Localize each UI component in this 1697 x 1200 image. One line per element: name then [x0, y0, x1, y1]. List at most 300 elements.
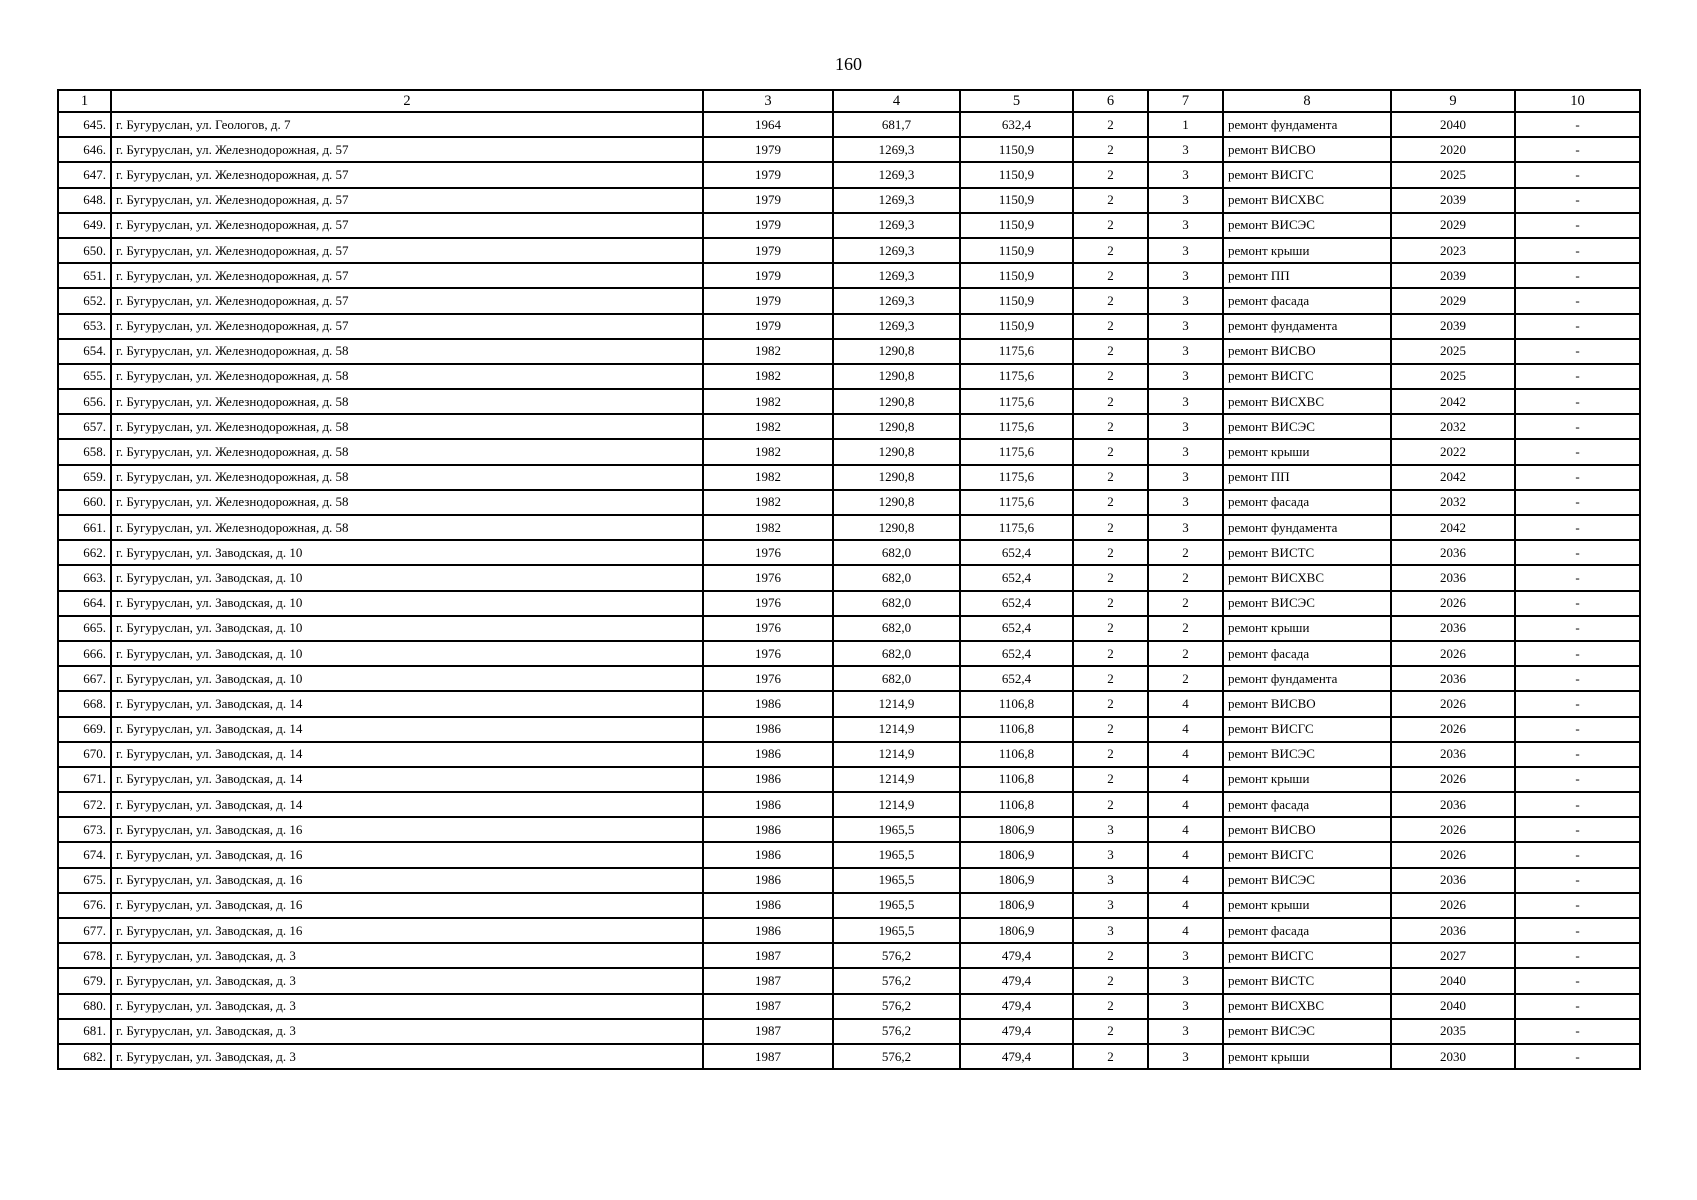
column-header: 8	[1223, 90, 1391, 112]
planned-year-cell: 2040	[1391, 994, 1515, 1019]
col10-cell: -	[1515, 112, 1640, 137]
col7-cell: 3	[1148, 1019, 1223, 1044]
planned-year-cell: 2035	[1391, 1019, 1515, 1044]
year-cell: 1986	[703, 868, 833, 893]
address-cell: г. Бугуруслан, ул. Заводская, д. 3	[111, 1044, 703, 1069]
table-row	[58, 616, 1640, 641]
living-area-cell: 1175,6	[960, 439, 1073, 464]
living-area-cell: 1150,9	[960, 137, 1073, 162]
work-type-cell: ремонт ВИСВО	[1223, 339, 1391, 364]
total-area-cell: 1269,3	[833, 162, 960, 187]
work-type-cell: ремонт крыши	[1223, 616, 1391, 641]
table-row	[58, 565, 1640, 590]
col10-cell: -	[1515, 364, 1640, 389]
col6-cell: 2	[1073, 188, 1148, 213]
col6-cell: 2	[1073, 364, 1148, 389]
address-cell: г. Бугуруслан, ул. Железнодорожная, д. 58	[111, 439, 703, 464]
living-area-cell: 1150,9	[960, 238, 1073, 263]
work-type-cell: ремонт крыши	[1223, 767, 1391, 792]
row-number-cell: 658.	[58, 439, 111, 464]
living-area-cell: 479,4	[960, 1044, 1073, 1069]
year-cell: 1982	[703, 439, 833, 464]
col7-cell: 2	[1148, 616, 1223, 641]
table-row	[58, 465, 1640, 490]
total-area-cell: 576,2	[833, 1044, 960, 1069]
table-row	[58, 968, 1640, 993]
living-area-cell: 1150,9	[960, 314, 1073, 339]
year-cell: 1979	[703, 137, 833, 162]
table-row	[58, 666, 1640, 691]
address-cell: г. Бугуруслан, ул. Железнодорожная, д. 57	[111, 188, 703, 213]
col7-cell: 2	[1148, 641, 1223, 666]
living-area-cell: 1806,9	[960, 842, 1073, 867]
col10-cell: -	[1515, 968, 1640, 993]
year-cell: 1986	[703, 817, 833, 842]
living-area-cell: 1150,9	[960, 188, 1073, 213]
living-area-cell: 1106,8	[960, 767, 1073, 792]
table-row	[58, 994, 1640, 1019]
total-area-cell: 682,0	[833, 591, 960, 616]
row-number-cell: 651.	[58, 263, 111, 288]
row-number-cell: 673.	[58, 817, 111, 842]
col6-cell: 2	[1073, 439, 1148, 464]
year-cell: 1982	[703, 389, 833, 414]
living-area-cell: 1106,8	[960, 742, 1073, 767]
table-row	[58, 641, 1640, 666]
address-cell: г. Бугуруслан, ул. Железнодорожная, д. 58	[111, 364, 703, 389]
row-number-cell: 667.	[58, 666, 111, 691]
year-cell: 1976	[703, 641, 833, 666]
col6-cell: 2	[1073, 943, 1148, 968]
table-row	[58, 213, 1640, 238]
total-area-cell: 1269,3	[833, 288, 960, 313]
planned-year-cell: 2042	[1391, 465, 1515, 490]
work-type-cell: ремонт фундамента	[1223, 314, 1391, 339]
col10-cell: -	[1515, 666, 1640, 691]
table-row	[58, 868, 1640, 893]
address-cell: г. Бугуруслан, ул. Железнодорожная, д. 57	[111, 137, 703, 162]
table-row	[58, 364, 1640, 389]
row-number-cell: 681.	[58, 1019, 111, 1044]
table-row	[58, 817, 1640, 842]
address-cell: г. Бугуруслан, ул. Заводская, д. 16	[111, 918, 703, 943]
total-area-cell: 1290,8	[833, 364, 960, 389]
living-area-cell: 1175,6	[960, 389, 1073, 414]
col7-cell: 3	[1148, 137, 1223, 162]
total-area-cell: 1269,3	[833, 263, 960, 288]
row-number-cell: 659.	[58, 465, 111, 490]
col7-cell: 3	[1148, 465, 1223, 490]
address-cell: г. Бугуруслан, ул. Заводская, д. 10	[111, 565, 703, 590]
year-cell: 1979	[703, 188, 833, 213]
table-body	[58, 112, 1640, 1069]
col6-cell: 2	[1073, 666, 1148, 691]
table-row	[58, 792, 1640, 817]
address-cell: г. Бугуруслан, ул. Заводская, д. 10	[111, 616, 703, 641]
living-area-cell: 479,4	[960, 943, 1073, 968]
planned-year-cell: 2036	[1391, 565, 1515, 590]
col10-cell: -	[1515, 591, 1640, 616]
table-row	[58, 263, 1640, 288]
col6-cell: 2	[1073, 691, 1148, 716]
work-type-cell: ремонт ПП	[1223, 465, 1391, 490]
row-number-cell: 677.	[58, 918, 111, 943]
work-type-cell: ремонт ВИСГС	[1223, 364, 1391, 389]
work-type-cell: ремонт ВИСГС	[1223, 943, 1391, 968]
col7-cell: 3	[1148, 515, 1223, 540]
total-area-cell: 1269,3	[833, 188, 960, 213]
col7-cell: 4	[1148, 893, 1223, 918]
address-cell: г. Бугуруслан, ул. Заводская, д. 3	[111, 968, 703, 993]
column-header: 10	[1515, 90, 1640, 112]
year-cell: 1987	[703, 943, 833, 968]
planned-year-cell: 2026	[1391, 817, 1515, 842]
table-row	[58, 515, 1640, 540]
table-row	[58, 742, 1640, 767]
col7-cell: 3	[1148, 213, 1223, 238]
col6-cell: 3	[1073, 893, 1148, 918]
living-area-cell: 1175,6	[960, 515, 1073, 540]
col7-cell: 4	[1148, 691, 1223, 716]
address-cell: г. Бугуруслан, ул. Заводская, д. 14	[111, 691, 703, 716]
row-number-cell: 671.	[58, 767, 111, 792]
table-row	[58, 893, 1640, 918]
col6-cell: 2	[1073, 314, 1148, 339]
total-area-cell: 682,0	[833, 641, 960, 666]
work-type-cell: ремонт фасада	[1223, 288, 1391, 313]
living-area-cell: 479,4	[960, 1019, 1073, 1044]
col6-cell: 2	[1073, 263, 1148, 288]
address-cell: г. Бугуруслан, ул. Железнодорожная, д. 58	[111, 339, 703, 364]
row-number-cell: 663.	[58, 565, 111, 590]
col6-cell: 2	[1073, 112, 1148, 137]
planned-year-cell: 2042	[1391, 515, 1515, 540]
total-area-cell: 1214,9	[833, 792, 960, 817]
total-area-cell: 682,0	[833, 540, 960, 565]
col6-cell: 2	[1073, 137, 1148, 162]
address-cell: г. Бугуруслан, ул. Железнодорожная, д. 58	[111, 414, 703, 439]
year-cell: 1982	[703, 515, 833, 540]
year-cell: 1982	[703, 490, 833, 515]
year-cell: 1986	[703, 893, 833, 918]
work-type-cell: ремонт ВИСГС	[1223, 162, 1391, 187]
planned-year-cell: 2026	[1391, 767, 1515, 792]
col6-cell: 2	[1073, 616, 1148, 641]
planned-year-cell: 2020	[1391, 137, 1515, 162]
col10-cell: -	[1515, 868, 1640, 893]
table-row	[58, 112, 1640, 137]
col10-cell: -	[1515, 616, 1640, 641]
row-number-cell: 669.	[58, 717, 111, 742]
col7-cell: 2	[1148, 666, 1223, 691]
address-cell: г. Бугуруслан, ул. Заводская, д. 16	[111, 893, 703, 918]
planned-year-cell: 2032	[1391, 490, 1515, 515]
living-area-cell: 652,4	[960, 540, 1073, 565]
address-cell: г. Бугуруслан, ул. Заводская, д. 3	[111, 1019, 703, 1044]
planned-year-cell: 2027	[1391, 943, 1515, 968]
year-cell: 1976	[703, 616, 833, 641]
address-cell: г. Бугуруслан, ул. Заводская, д. 14	[111, 717, 703, 742]
year-cell: 1979	[703, 162, 833, 187]
living-area-cell: 652,4	[960, 666, 1073, 691]
year-cell: 1987	[703, 994, 833, 1019]
total-area-cell: 1214,9	[833, 717, 960, 742]
work-type-cell: ремонт фасада	[1223, 792, 1391, 817]
table-row	[58, 162, 1640, 187]
col10-cell: -	[1515, 717, 1640, 742]
total-area-cell: 1269,3	[833, 137, 960, 162]
col10-cell: -	[1515, 238, 1640, 263]
col7-cell: 3	[1148, 314, 1223, 339]
page-number: 160	[835, 54, 862, 74]
planned-year-cell: 2036	[1391, 868, 1515, 893]
work-type-cell: ремонт крыши	[1223, 439, 1391, 464]
column-header: 1	[58, 90, 111, 112]
address-cell: г. Бугуруслан, ул. Заводская, д. 10	[111, 591, 703, 616]
address-cell: г. Бугуруслан, ул. Заводская, д. 3	[111, 943, 703, 968]
living-area-cell: 1106,8	[960, 717, 1073, 742]
living-area-cell: 1806,9	[960, 817, 1073, 842]
planned-year-cell: 2026	[1391, 591, 1515, 616]
col10-cell: -	[1515, 792, 1640, 817]
living-area-cell: 652,4	[960, 616, 1073, 641]
work-type-cell: ремонт ПП	[1223, 263, 1391, 288]
total-area-cell: 1965,5	[833, 918, 960, 943]
col7-cell: 3	[1148, 188, 1223, 213]
total-area-cell: 1269,3	[833, 238, 960, 263]
table-row	[58, 591, 1640, 616]
living-area-cell: 1806,9	[960, 918, 1073, 943]
planned-year-cell: 2039	[1391, 188, 1515, 213]
col10-cell: -	[1515, 565, 1640, 590]
year-cell: 1979	[703, 263, 833, 288]
col10-cell: -	[1515, 742, 1640, 767]
living-area-cell: 1106,8	[960, 691, 1073, 716]
year-cell: 1987	[703, 1044, 833, 1069]
col10-cell: -	[1515, 817, 1640, 842]
planned-year-cell: 2025	[1391, 339, 1515, 364]
col10-cell: -	[1515, 213, 1640, 238]
row-number-cell: 647.	[58, 162, 111, 187]
work-type-cell: ремонт ВИСЭС	[1223, 414, 1391, 439]
col10-cell: -	[1515, 1044, 1640, 1069]
row-number-cell: 652.	[58, 288, 111, 313]
living-area-cell: 1175,6	[960, 364, 1073, 389]
col10-cell: -	[1515, 490, 1640, 515]
col6-cell: 2	[1073, 339, 1148, 364]
work-type-cell: ремонт крыши	[1223, 1044, 1391, 1069]
address-cell: г. Бугуруслан, ул. Заводская, д. 14	[111, 767, 703, 792]
year-cell: 1982	[703, 465, 833, 490]
living-area-cell: 1150,9	[960, 162, 1073, 187]
table-row	[58, 842, 1640, 867]
planned-year-cell: 2025	[1391, 162, 1515, 187]
table-row	[58, 1044, 1640, 1069]
address-cell: г. Бугуруслан, ул. Железнодорожная, д. 57	[111, 238, 703, 263]
col6-cell: 2	[1073, 1044, 1148, 1069]
col7-cell: 3	[1148, 339, 1223, 364]
address-cell: г. Бугуруслан, ул. Заводская, д. 10	[111, 540, 703, 565]
work-type-cell: ремонт ВИСЭС	[1223, 868, 1391, 893]
total-area-cell: 576,2	[833, 968, 960, 993]
year-cell: 1976	[703, 565, 833, 590]
table-row	[58, 188, 1640, 213]
work-type-cell: ремонт крыши	[1223, 893, 1391, 918]
work-type-cell: ремонт крыши	[1223, 238, 1391, 263]
col7-cell: 3	[1148, 263, 1223, 288]
col6-cell: 2	[1073, 767, 1148, 792]
total-area-cell: 682,0	[833, 666, 960, 691]
planned-year-cell: 2036	[1391, 666, 1515, 691]
col10-cell: -	[1515, 691, 1640, 716]
row-number-cell: 649.	[58, 213, 111, 238]
row-number-cell: 680.	[58, 994, 111, 1019]
col10-cell: -	[1515, 918, 1640, 943]
year-cell: 1986	[703, 691, 833, 716]
address-cell: г. Бугуруслан, ул. Железнодорожная, д. 58	[111, 389, 703, 414]
row-number-cell: 676.	[58, 893, 111, 918]
total-area-cell: 682,0	[833, 565, 960, 590]
year-cell: 1986	[703, 717, 833, 742]
planned-year-cell: 2036	[1391, 540, 1515, 565]
col10-cell: -	[1515, 439, 1640, 464]
total-area-cell: 1965,5	[833, 893, 960, 918]
address-cell: г. Бугуруслан, ул. Железнодорожная, д. 57	[111, 288, 703, 313]
table-row	[58, 339, 1640, 364]
col10-cell: -	[1515, 641, 1640, 666]
col6-cell: 3	[1073, 868, 1148, 893]
col6-cell: 2	[1073, 515, 1148, 540]
year-cell: 1986	[703, 918, 833, 943]
col7-cell: 3	[1148, 490, 1223, 515]
row-number-cell: 666.	[58, 641, 111, 666]
address-cell: г. Бугуруслан, ул. Железнодорожная, д. 57	[111, 314, 703, 339]
row-number-cell: 675.	[58, 868, 111, 893]
address-cell: г. Бугуруслан, ул. Заводская, д. 10	[111, 666, 703, 691]
col6-cell: 2	[1073, 994, 1148, 1019]
col6-cell: 2	[1073, 288, 1148, 313]
table-row	[58, 439, 1640, 464]
col6-cell: 2	[1073, 490, 1148, 515]
col7-cell: 3	[1148, 162, 1223, 187]
planned-year-cell: 2025	[1391, 364, 1515, 389]
col10-cell: -	[1515, 767, 1640, 792]
col7-cell: 3	[1148, 968, 1223, 993]
col7-cell: 3	[1148, 943, 1223, 968]
living-area-cell: 652,4	[960, 565, 1073, 590]
row-number-cell: 656.	[58, 389, 111, 414]
column-header: 5	[960, 90, 1073, 112]
col10-cell: -	[1515, 842, 1640, 867]
column-header: 7	[1148, 90, 1223, 112]
repair-schedule-table	[57, 89, 1641, 1070]
row-number-cell: 645.	[58, 112, 111, 137]
col7-cell: 3	[1148, 389, 1223, 414]
total-area-cell: 682,0	[833, 616, 960, 641]
col10-cell: -	[1515, 339, 1640, 364]
work-type-cell: ремонт ВИСТС	[1223, 540, 1391, 565]
col7-cell: 2	[1148, 565, 1223, 590]
year-cell: 1979	[703, 213, 833, 238]
work-type-cell: ремонт ВИСТС	[1223, 968, 1391, 993]
col7-cell: 3	[1148, 364, 1223, 389]
col10-cell: -	[1515, 515, 1640, 540]
row-number-cell: 678.	[58, 943, 111, 968]
year-cell: 1976	[703, 540, 833, 565]
column-header: 9	[1391, 90, 1515, 112]
total-area-cell: 1290,8	[833, 439, 960, 464]
planned-year-cell: 2039	[1391, 263, 1515, 288]
col7-cell: 4	[1148, 792, 1223, 817]
living-area-cell: 1175,6	[960, 465, 1073, 490]
work-type-cell: ремонт фундамента	[1223, 112, 1391, 137]
col6-cell: 2	[1073, 540, 1148, 565]
col6-cell: 2	[1073, 742, 1148, 767]
table-header-row	[58, 90, 1640, 112]
row-number-cell: 657.	[58, 414, 111, 439]
address-cell: г. Бугуруслан, ул. Геологов, д. 7	[111, 112, 703, 137]
column-header: 6	[1073, 90, 1148, 112]
planned-year-cell: 2026	[1391, 641, 1515, 666]
planned-year-cell: 2026	[1391, 893, 1515, 918]
table-row	[58, 1019, 1640, 1044]
row-number-cell: 664.	[58, 591, 111, 616]
col6-cell: 2	[1073, 641, 1148, 666]
table-row	[58, 490, 1640, 515]
planned-year-cell: 2029	[1391, 213, 1515, 238]
col6-cell: 2	[1073, 1019, 1148, 1044]
row-number-cell: 646.	[58, 137, 111, 162]
total-area-cell: 1290,8	[833, 414, 960, 439]
planned-year-cell: 2039	[1391, 314, 1515, 339]
col6-cell: 2	[1073, 238, 1148, 263]
year-cell: 1982	[703, 364, 833, 389]
row-number-cell: 648.	[58, 188, 111, 213]
planned-year-cell: 2040	[1391, 112, 1515, 137]
total-area-cell: 1269,3	[833, 213, 960, 238]
table-row	[58, 414, 1640, 439]
total-area-cell: 681,7	[833, 112, 960, 137]
col6-cell: 2	[1073, 968, 1148, 993]
address-cell: г. Бугуруслан, ул. Железнодорожная, д. 58	[111, 465, 703, 490]
col7-cell: 4	[1148, 742, 1223, 767]
table-row	[58, 389, 1640, 414]
col10-cell: -	[1515, 314, 1640, 339]
table-row	[58, 943, 1640, 968]
row-number-cell: 682.	[58, 1044, 111, 1069]
living-area-cell: 479,4	[960, 968, 1073, 993]
col10-cell: -	[1515, 188, 1640, 213]
col10-cell: -	[1515, 893, 1640, 918]
total-area-cell: 1214,9	[833, 767, 960, 792]
col6-cell: 3	[1073, 918, 1148, 943]
col7-cell: 4	[1148, 817, 1223, 842]
address-cell: г. Бугуруслан, ул. Заводская, д. 14	[111, 742, 703, 767]
year-cell: 1986	[703, 742, 833, 767]
row-number-cell: 655.	[58, 364, 111, 389]
year-cell: 1976	[703, 666, 833, 691]
living-area-cell: 1175,6	[960, 414, 1073, 439]
living-area-cell: 652,4	[960, 591, 1073, 616]
table-row	[58, 691, 1640, 716]
work-type-cell: ремонт фундамента	[1223, 515, 1391, 540]
planned-year-cell: 2036	[1391, 616, 1515, 641]
col10-cell: -	[1515, 465, 1640, 490]
table-row	[58, 288, 1640, 313]
col7-cell: 3	[1148, 288, 1223, 313]
address-cell: г. Бугуруслан, ул. Заводская, д. 14	[111, 792, 703, 817]
table-row	[58, 314, 1640, 339]
